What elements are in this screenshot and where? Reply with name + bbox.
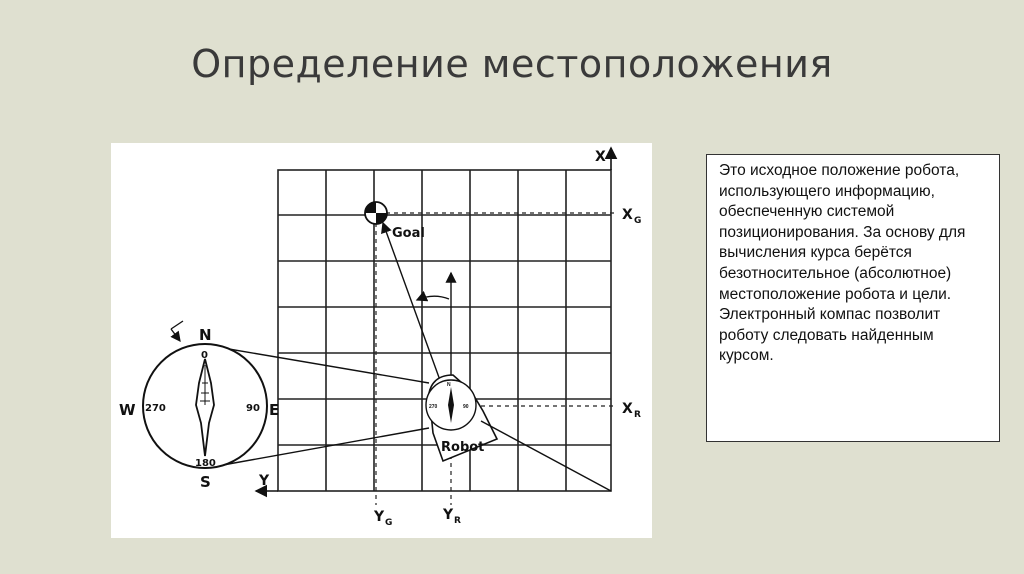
yr-subscript: R [454,516,461,526]
compass-south: S [200,473,211,491]
svg-text:270: 270 [429,404,438,410]
description-text: Это исходное положение робота, использующего информацию, обеспеченную системой позиционирования. За основу для вычисления курса берётся безотносительное (абсолютное) местоположение робота и цели. Электронный компас позволит роботу следовать найденным курсом. [719,162,966,365]
positioning-diagram [111,143,652,538]
robot-label: Robot [441,440,485,455]
xr-label: X [622,401,633,417]
xg-subscript: G [634,216,642,226]
x-axis-label: X [595,149,606,165]
description-box [706,154,1000,442]
compass-east: E [269,401,280,419]
goal-marker-icon [365,202,387,224]
diagram-svg [111,143,652,538]
diagonal-line [481,421,611,491]
guide-lines [376,213,616,505]
svg-text:N: N [447,382,451,388]
xr-subscript: R [634,410,641,420]
xg-label: X [622,207,633,223]
yr-label: Y [443,507,454,523]
course-arrow [383,223,441,383]
compass-north: N [199,326,212,344]
compass-deg-180: 180 [195,458,216,469]
goal-label: Goal [392,226,425,241]
compass-deg-0: 0 [201,350,208,361]
y-axis-label: Y [259,473,270,489]
slide-title: Определение местоположения [191,42,833,86]
compass-deg-270: 270 [145,403,166,414]
yg-label: Y [374,509,385,525]
yg-subscript: G [385,518,393,528]
compass-deg-90: 90 [246,403,260,414]
svg-text:90: 90 [463,404,469,410]
compass-west: W [119,401,136,419]
